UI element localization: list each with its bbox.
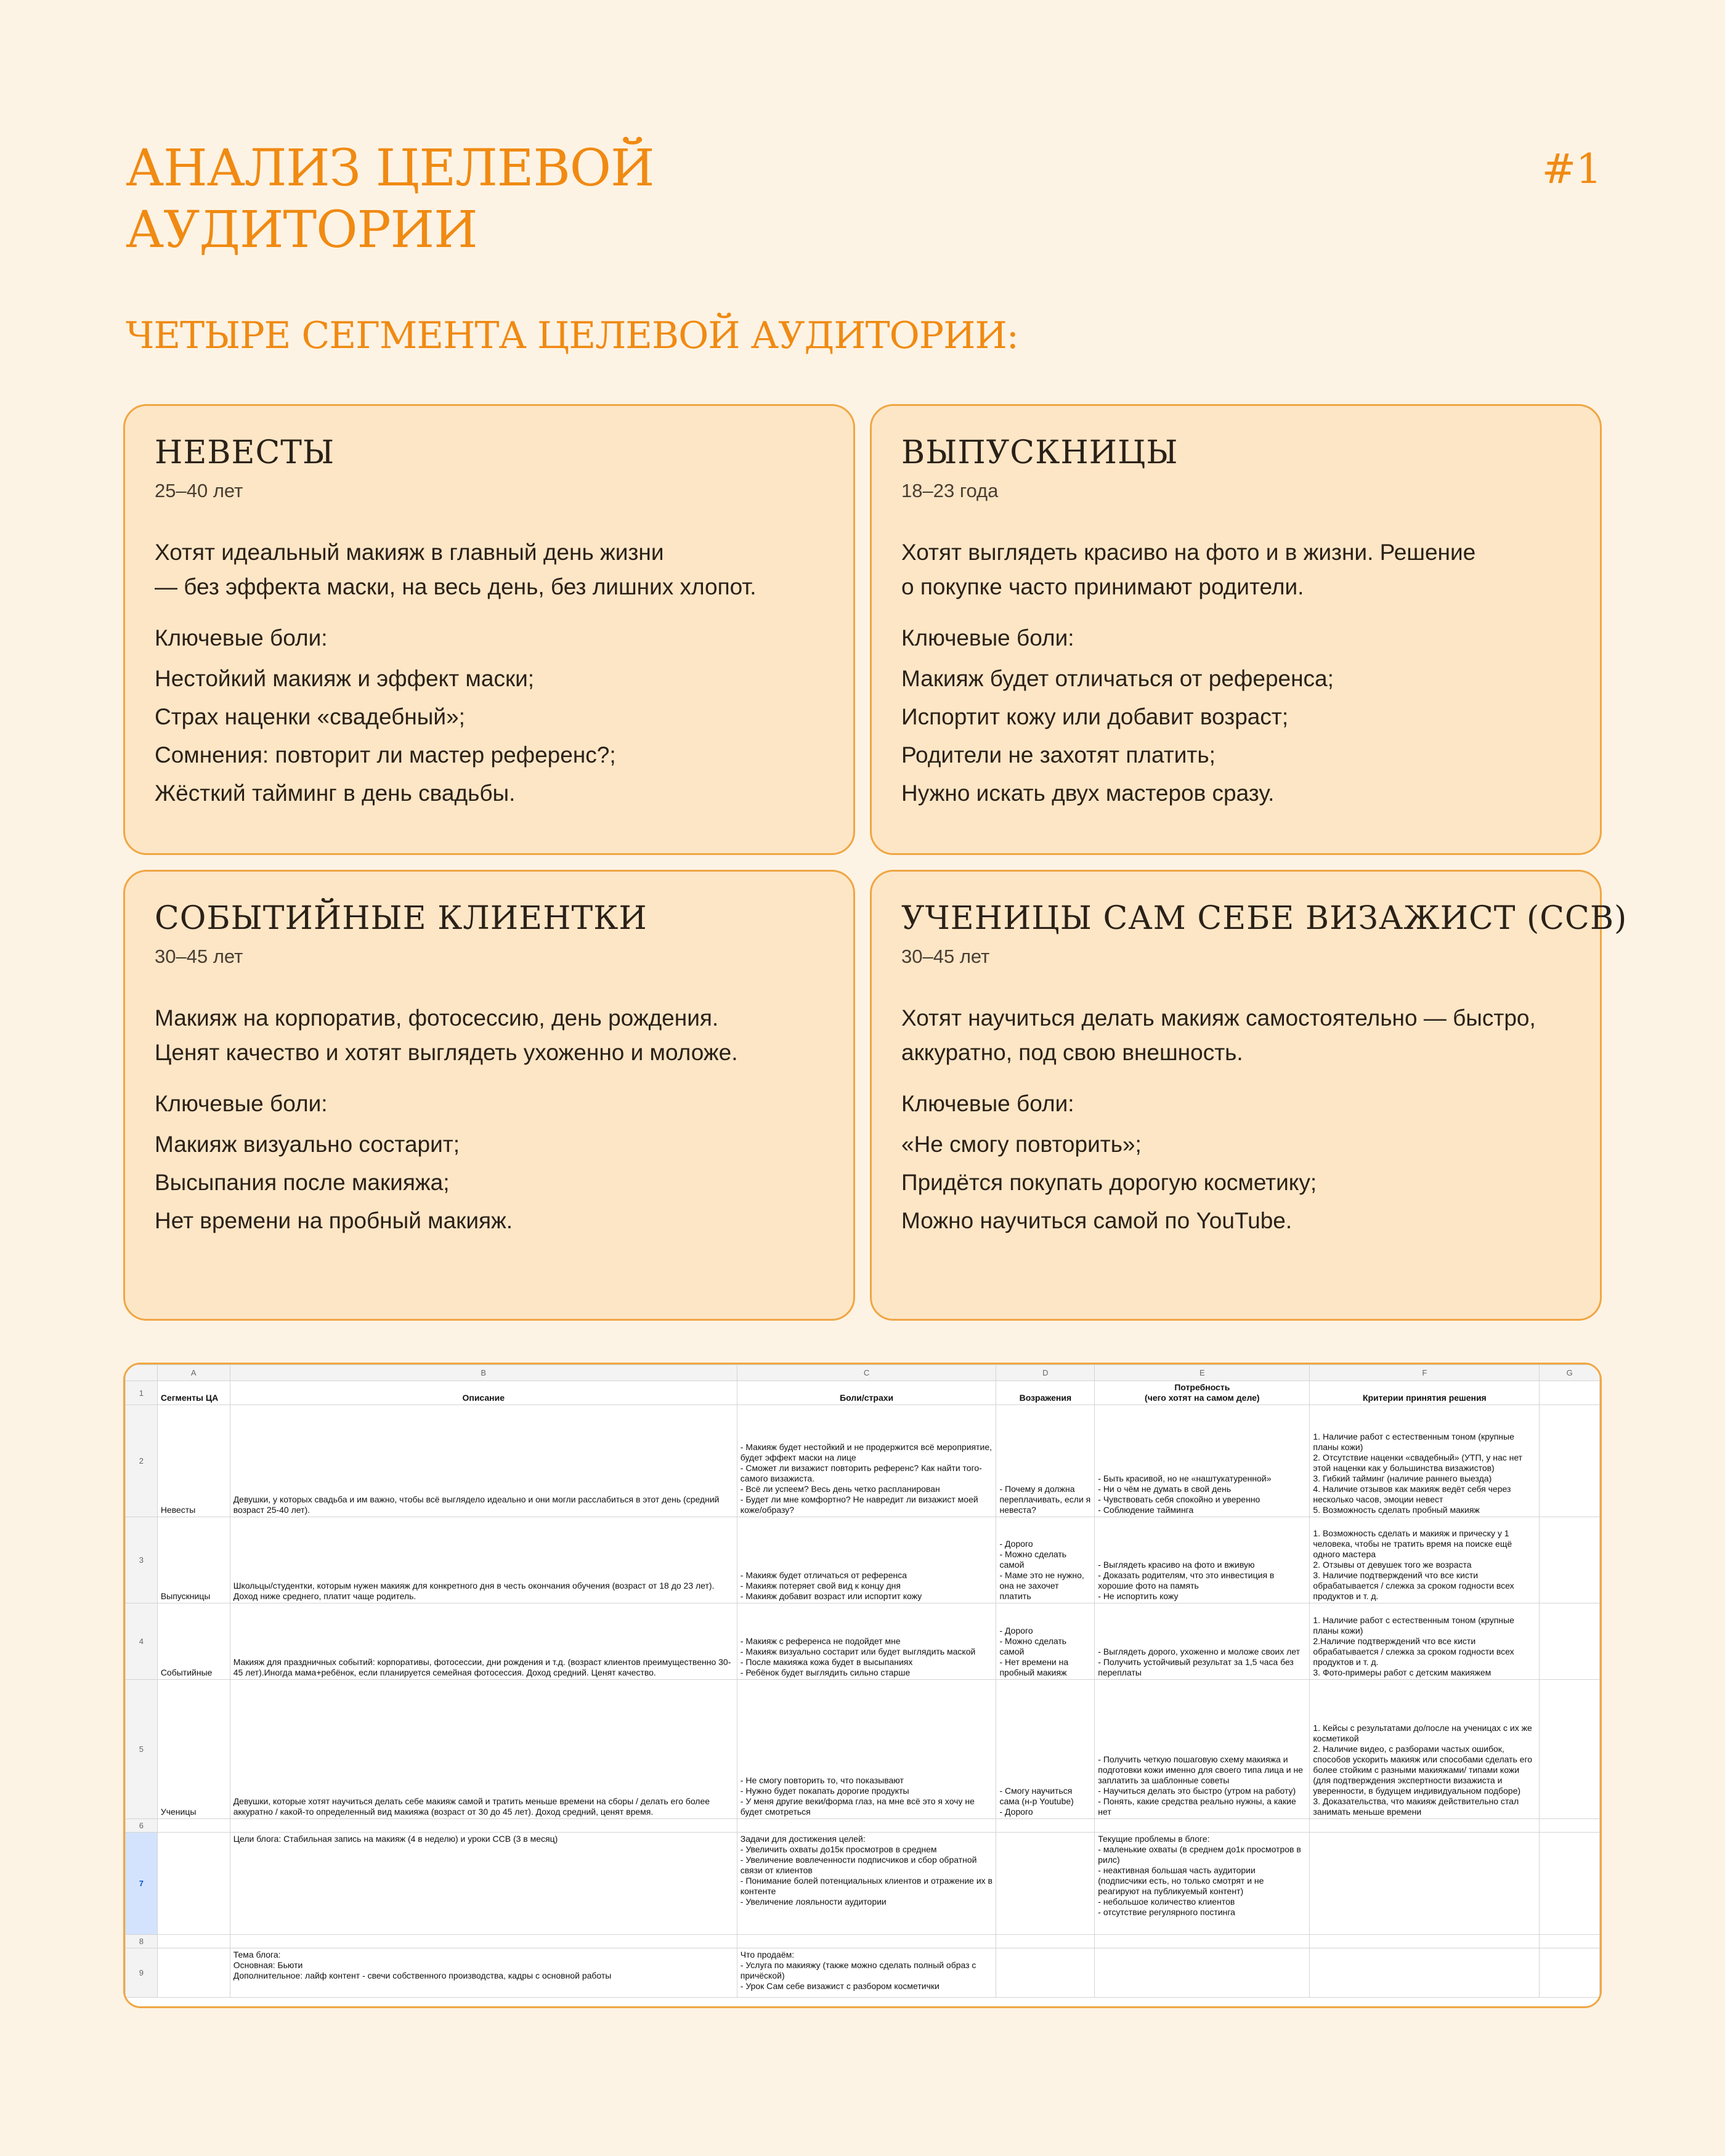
segment-age: 25–40 лет bbox=[155, 480, 243, 501]
pains-heading: Ключевые боли: bbox=[901, 1091, 1074, 1116]
table-cell[interactable]: Задачи для достижения целей: - Увеличить охваты до15к просмотров в среднем - Увеличение вовлеченности подписчиков и сбор обратной связи от клиентов - Понимание болей потенциальных клиентов и отражение их в контенте - Увеличение лояльности аудитории bbox=[737, 1833, 996, 1935]
segment-description-line: Макияж на корпоратив, фотосессию, день рождения. bbox=[155, 1005, 719, 1031]
row-header[interactable]: 3 bbox=[126, 1517, 158, 1603]
table-cell[interactable]: 1. Кейсы с результатами до/после на ученицах с их же косметикой 2. Наличие видео, с разборами частых ошибок, способов ускорить макияж или способами сделать его более стойким с разными макияжами/ типами кожи (для подтверждения экспертности визажиста и уверенности, в будущем индивидуальном подборе) 3. Доказательства, что макияж действительно стал занимать меньше времени bbox=[1310, 1680, 1540, 1819]
table-cell[interactable]: Текущие проблемы в блоге: - маленькие охваты (в среднем до1к просмотров в рилс) - неактивная большая часть аудитории (подписчики есть, но только смотрят и не реагируют на публикуемый контент) - небольшое количество клиентов - отсутствие регулярного постинга bbox=[1095, 1833, 1310, 1935]
pain-item: Придётся покупать дорогую косметику; bbox=[901, 1170, 1317, 1195]
segment-age: 30–45 лет bbox=[901, 946, 990, 967]
table-cell[interactable] bbox=[737, 1935, 996, 1948]
table-cell[interactable]: Цели блога: Стабильная запись на макияж (4 в неделю) и уроки ССВ (3 в месяц) bbox=[230, 1833, 737, 1935]
table-cell[interactable] bbox=[1310, 1935, 1540, 1948]
table-row bbox=[126, 1833, 1600, 1935]
table-row bbox=[126, 1948, 1600, 1998]
table-cell[interactable] bbox=[1540, 1680, 1600, 1819]
table-cell[interactable] bbox=[1540, 1819, 1600, 1833]
row-header-selected[interactable]: 7 bbox=[126, 1833, 158, 1935]
table-cell[interactable]: Ученицы bbox=[157, 1680, 230, 1819]
table-cell[interactable] bbox=[1310, 1819, 1540, 1833]
segment-description bbox=[155, 1001, 824, 1070]
table-cell[interactable]: Сегменты ЦА bbox=[157, 1381, 230, 1405]
table-cell[interactable] bbox=[996, 1819, 1095, 1833]
column-header[interactable]: A bbox=[157, 1365, 230, 1381]
table-cell[interactable]: 1. Наличие работ с естественным тоном (крупные планы кожи) 2. Отсутствие наценки «свадебный» (УТП, у нас нет этой наценки как у большинства визажистов) 3. Гибкий тайминг (наличие раннего выезда) 4. Наличие отзывов как макияж ведёт себя через несколько часов, эмоции невест 5. Возможность сделать пробный макияж bbox=[1310, 1405, 1540, 1517]
table-cell[interactable]: Событийные bbox=[157, 1603, 230, 1680]
table-row bbox=[126, 1680, 1600, 1819]
page-number: #1 bbox=[1541, 145, 1602, 193]
page-title-line-1: АНАЛИЗ ЦЕЛЕВОЙ bbox=[126, 139, 654, 198]
table-cell[interactable]: Выпускницы bbox=[157, 1517, 230, 1603]
table-cell[interactable]: Девушки, у которых свадьба и им важно, чтобы всё выглядело идеально и они могли расслабиться в этот день (средний возраст 25-40 лет). bbox=[230, 1405, 737, 1517]
segment-description-line: аккуратно, под свою внешность. bbox=[901, 1040, 1243, 1065]
table-cell[interactable]: - Смогу научиться сама (н-р Youtube) - Дорого bbox=[996, 1680, 1095, 1819]
table-cell[interactable] bbox=[996, 1948, 1095, 1998]
table-row bbox=[126, 1935, 1600, 1948]
pain-item: Макияж визуально состарит; bbox=[155, 1132, 460, 1157]
row-header[interactable]: 2 bbox=[126, 1405, 158, 1517]
table-cell[interactable]: 1. Возможность сделать и макияж и прическу у 1 человека, чтобы не тратить время на поиске ещё одного мастера 2. Отзывы от девушек того же возраста 3. Наличие подтверждений что все кисти обрабатывается / слежка за сроком годности всех продуктов и т. д. bbox=[1310, 1517, 1540, 1603]
table-cell[interactable]: - Дорого - Можно сделать самой - Нет времени на пробный макияж bbox=[996, 1603, 1095, 1680]
table-cell[interactable] bbox=[1540, 1935, 1600, 1948]
segment-description-line: Ценят качество и хотят выглядеть ухоженно и моложе. bbox=[155, 1040, 738, 1065]
table-cell[interactable] bbox=[1540, 1517, 1600, 1603]
table-cell[interactable]: Описание bbox=[230, 1381, 737, 1405]
segment-description-line: Хотят идеальный макияж в главный день жизни bbox=[155, 540, 664, 565]
column-header-row bbox=[126, 1365, 1600, 1381]
column-header[interactable]: F bbox=[1310, 1365, 1540, 1381]
pains-heading: Ключевые боли: bbox=[155, 1091, 328, 1116]
pain-item: Высыпания после макияжа; bbox=[155, 1170, 450, 1195]
row-header[interactable]: 5 bbox=[126, 1680, 158, 1819]
pain-item: Нужно искать двух мастеров сразу. bbox=[901, 780, 1275, 806]
table-cell[interactable]: 1. Наличие работ с естественным тоном (крупные планы кожи) 2.Наличие подтверждений что все кисти обрабатывается / слежка за сроком годности всех продуктов и т. д. 3. Фото-примеры работ с детским макияжем bbox=[1310, 1603, 1540, 1680]
table-cell[interactable]: Невесты bbox=[157, 1405, 230, 1517]
pain-item: Можно научиться самой по YouTube. bbox=[901, 1208, 1293, 1233]
table-cell[interactable]: Макияж для праздничных событий: корпоративы, фотосессии, дни рождения и т.д. (возраст клиентов преимущественно 30-45 лет).Иногда мама+ребёнок, если планируется семейная фотосессия. Доход средний. Ценят качество. bbox=[230, 1603, 737, 1680]
pains-list bbox=[155, 1125, 824, 1240]
pain-item: Страх наценки «свадебный»; bbox=[155, 704, 465, 729]
segment-description bbox=[155, 535, 824, 604]
pains-list bbox=[155, 660, 824, 813]
table-cell[interactable] bbox=[230, 1819, 737, 1833]
page-title bbox=[126, 138, 654, 261]
table-row bbox=[126, 1819, 1600, 1833]
row-header[interactable]: 4 bbox=[126, 1603, 158, 1680]
pain-item: Макияж будет отличаться от референса; bbox=[901, 666, 1334, 691]
table-cell[interactable]: Школьцы/студентки, которым нужен макияж для конкретного дня в честь окончания обучения (возраст от 18 до 23 лет). Доход ниже среднего, платит чаще родитель. bbox=[230, 1517, 737, 1603]
pain-item: Испортит кожу или добавит возраст; bbox=[901, 704, 1289, 729]
table-cell[interactable] bbox=[1540, 1405, 1600, 1517]
table-cell[interactable] bbox=[1095, 1819, 1310, 1833]
pain-item: Родители не захотят платить; bbox=[901, 742, 1216, 768]
segment-name: ВЫПУСКНИЦЫ bbox=[901, 434, 1179, 471]
table-cell[interactable]: - Почему я должна переплачивать, если я невеста? bbox=[996, 1405, 1095, 1517]
row-header[interactable]: 1 bbox=[126, 1381, 158, 1405]
segment-name: СОБЫТИЙНЫЕ КЛИЕНТКИ bbox=[155, 900, 647, 937]
table-row bbox=[126, 1517, 1600, 1603]
spreadsheet-screenshot bbox=[123, 1363, 1602, 2008]
table-cell[interactable]: - Дорого - Можно сделать самой - Маме это не нужно, она не захочет платить bbox=[996, 1517, 1095, 1603]
table-cell[interactable]: - Макияж с референса не подойдет мне - Макияж визуально состарит или будет выглядить маской - После макияжа кожа будет в высыпаниях - Ребёнок будет выглядить сильно старше bbox=[737, 1603, 996, 1680]
table-cell[interactable] bbox=[157, 1819, 230, 1833]
table-cell[interactable] bbox=[157, 1948, 230, 1998]
table-cell[interactable] bbox=[1095, 1948, 1310, 1998]
pain-item: «Не смогу повторить»; bbox=[901, 1132, 1142, 1157]
table-cell[interactable]: - Быть красивой, но не «наштукатуренной» - Ни о чём не думать в свой день - Чувствовать себя спокойно и уверенно - Соблюдение тайминга bbox=[1095, 1405, 1310, 1517]
table-cell[interactable]: - Макияж будет отличаться от референса - Макияж потеряет свой вид к концу дня - Макияж добавит возраст или испортит кожу bbox=[737, 1517, 996, 1603]
segment-card-graduates bbox=[870, 404, 1602, 855]
pain-item: Нет времени на пробный макияж. bbox=[155, 1208, 513, 1233]
table-cell[interactable]: Возражения bbox=[996, 1381, 1095, 1405]
segment-name: НЕВЕСТЫ bbox=[155, 434, 335, 471]
row-header[interactable]: 8 bbox=[126, 1935, 158, 1948]
table-row bbox=[126, 1381, 1600, 1405]
row-header[interactable]: 6 bbox=[126, 1819, 158, 1833]
table-cell[interactable] bbox=[1310, 1833, 1540, 1935]
table-cell[interactable]: Критерии принятия решения bbox=[1310, 1381, 1540, 1405]
table-cell[interactable]: - Выглядеть дорого, ухоженно и моложе своих лет - Получить устойчивый результат за 1,5 часа без переплаты bbox=[1095, 1603, 1310, 1680]
table-cell[interactable] bbox=[996, 1833, 1095, 1935]
spreadsheet-table bbox=[125, 1364, 1600, 1998]
column-header[interactable]: G bbox=[1540, 1365, 1600, 1381]
segment-card-students bbox=[870, 870, 1628, 1321]
pain-item: Нестойкий макияж и эффект маски; bbox=[155, 666, 535, 691]
table-cell[interactable] bbox=[1310, 1948, 1540, 1998]
segment-age: 30–45 лет bbox=[155, 946, 243, 967]
column-header[interactable]: D bbox=[996, 1365, 1095, 1381]
segment-card-brides bbox=[123, 404, 855, 855]
row-header[interactable]: 9 bbox=[126, 1948, 158, 1998]
table-cell[interactable] bbox=[1540, 1603, 1600, 1680]
table-cell[interactable]: Что продаём: - Услуга по макияжу (также можно сделать полный образ с причёской) - Урок Сам себе визажист с разбором косметички bbox=[737, 1948, 996, 1998]
column-header[interactable]: B bbox=[230, 1365, 737, 1381]
segment-description bbox=[901, 1001, 1570, 1070]
segment-age: 18–23 года bbox=[901, 480, 999, 501]
table-cell[interactable] bbox=[1095, 1935, 1310, 1948]
pains-heading: Ключевые боли: bbox=[901, 625, 1074, 650]
table-cell[interactable]: - Выглядеть красиво на фото и вживую - Доказать родителям, что это инвестиция в хорошие фото на память - Не испортить кожу bbox=[1095, 1517, 1310, 1603]
table-cell[interactable]: Девушки, которые хотят научиться делать себе макияж самой и тратить меньше времени на сборы / делать его более аккуратно / какой-то определенный вид макияжа (возраст от 30 до 45 лет). Доход средний, ценят время. bbox=[230, 1680, 737, 1819]
table-cell[interactable] bbox=[157, 1833, 230, 1935]
table-cell[interactable] bbox=[230, 1935, 737, 1948]
column-header[interactable]: C bbox=[737, 1365, 996, 1381]
pains-heading: Ключевые боли: bbox=[155, 625, 328, 650]
section-subtitle: ЧЕТЫРЕ СЕГМЕНТА ЦЕЛЕВОЙ АУДИТОРИИ: bbox=[126, 314, 1019, 357]
table-cell[interactable]: - Не смогу повторить то, что показывают - Нужно будет покапать дорогие продукты - У меня другие веки/форма глаз, на мне всё это я хочу не будет смотреться bbox=[737, 1680, 996, 1819]
table-cell[interactable]: Боли/страхи bbox=[737, 1381, 996, 1405]
segment-description-line: — без эффекта маски, на весь день, без лишних хлопот. bbox=[155, 574, 757, 599]
pains-list bbox=[901, 1125, 1570, 1240]
table-cell[interactable] bbox=[737, 1819, 996, 1833]
table-cell[interactable]: - Макияж будет нестойкий и не продержится всё мероприятие, будет эффект маски на лице - Сможет ли визажист повторить референс? Как найти того-самого визажиста. - Всё ли успеем? Весь день четко распланирован - Будет ли мне комфортно? Не навредит ли визажист моей коже/образу? bbox=[737, 1405, 996, 1517]
select-all-corner[interactable] bbox=[126, 1365, 158, 1381]
table-cell[interactable] bbox=[1540, 1833, 1600, 1935]
segment-description bbox=[901, 535, 1570, 604]
table-cell[interactable]: - Получить четкую пошаговую схему макияжа и подготовки кожи именно для своего типа лица и не заплатить за шаблонные советы - Научиться делать это быстро (утром на работу) - Понять, какие средства реально нужны, а какие нет bbox=[1095, 1680, 1310, 1819]
segment-card-event-clients bbox=[123, 870, 855, 1321]
table-cell[interactable] bbox=[157, 1935, 230, 1948]
table-cell[interactable] bbox=[996, 1935, 1095, 1948]
table-row bbox=[126, 1405, 1600, 1517]
table-cell[interactable]: Потребность (чего хотят на самом деле) bbox=[1095, 1381, 1310, 1405]
pain-item: Сомнения: повторит ли мастер референс?; bbox=[155, 742, 616, 768]
column-header[interactable]: E bbox=[1095, 1365, 1310, 1381]
segment-description-line: о покупке часто принимают родители. bbox=[901, 574, 1304, 599]
table-cell[interactable]: Тема блога: Основная: Бьюти Дополнительное: лайф контент - свечи собственного производства, кадры с основной работы bbox=[230, 1948, 737, 1998]
page-title-line-2: АУДИТОРИИ bbox=[126, 201, 477, 259]
table-row bbox=[126, 1603, 1600, 1680]
segment-description-line: Хотят выглядеть красиво на фото и в жизни. Решение bbox=[901, 540, 1476, 565]
segment-name: УЧЕНИЦЫ САМ СЕБЕ ВИЗАЖИСТ (ССВ) bbox=[901, 900, 1628, 937]
table-cell[interactable] bbox=[1540, 1948, 1600, 1998]
pain-item: Жёсткий тайминг в день свадьбы. bbox=[155, 780, 516, 806]
segment-description-line: Хотят научиться делать макияж самостоятельно — быстро, bbox=[901, 1005, 1536, 1031]
pains-list bbox=[901, 660, 1570, 813]
table-cell[interactable] bbox=[1540, 1381, 1600, 1405]
